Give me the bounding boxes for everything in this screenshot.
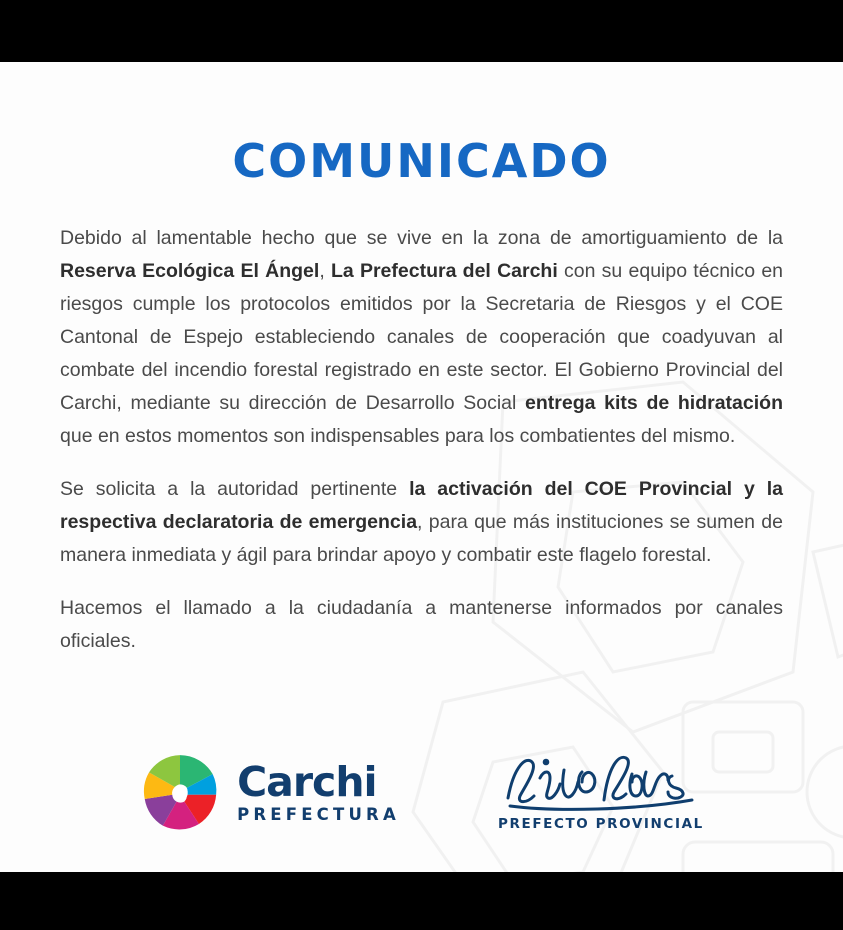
signature-block: [496, 748, 706, 836]
signature-role: PREFECTO PROVINCIAL: [498, 816, 704, 832]
emphasis-text: Reserva Ecológica El Ángel: [60, 260, 320, 282]
paragraph-1: [60, 222, 783, 453]
body-text: Hacemos el llamado a la ciudadanía a mantenerse informados por canales oficiales.: [60, 597, 783, 652]
body-text: con su equipo técnico en riesgos cumple los protocolos emitidos por la Secretaria de Riesgos y el COE Cantonal de Espejo estableciendo canales de cooperación que coadyuvan al combate del incendio forestal registrado en este sector. El Gobierno Provincial del Carchi, mediante su dirección de Desarrollo Social: [60, 260, 784, 414]
brand-subtitle: PREFECTURA: [237, 805, 400, 825]
page-title: COMUNICADO: [232, 134, 611, 188]
handwritten-signature-icon: [496, 748, 706, 814]
document-footer: [0, 748, 843, 836]
communique-content: [0, 134, 843, 658]
body-text: Debido al lamentable hecho que se vive en la zona de amortiguamiento de la: [60, 227, 783, 249]
communique-sheet: [0, 62, 843, 872]
letterbox-top: [0, 0, 843, 62]
body-text: ,: [319, 260, 331, 282]
brand-name: Carchi: [237, 758, 377, 807]
emphasis-text: entrega kits de hidratación: [525, 392, 783, 414]
carchi-prefectura-logo: [137, 750, 400, 836]
body-text: , para que más instituciones se sumen de manera inmediata y ágil para brindar apoyo y combatir este flagelo forestal.: [60, 511, 783, 566]
paragraph-2: [60, 473, 783, 572]
emphasis-text: La Prefectura del Carchi: [330, 260, 558, 282]
body-text: Se solicita a la autoridad pertinente: [60, 478, 410, 500]
emphasis-text: la activación del COE Provincial y la respectiva declaratoria de emergencia: [60, 478, 784, 533]
paragraph-3: [60, 592, 783, 658]
carchi-mosaic-logo-icon: [137, 750, 223, 836]
body-text: que en estos momentos son indispensables para los combatientes del mismo.: [60, 425, 736, 447]
letterbox-bottom: [0, 872, 843, 930]
